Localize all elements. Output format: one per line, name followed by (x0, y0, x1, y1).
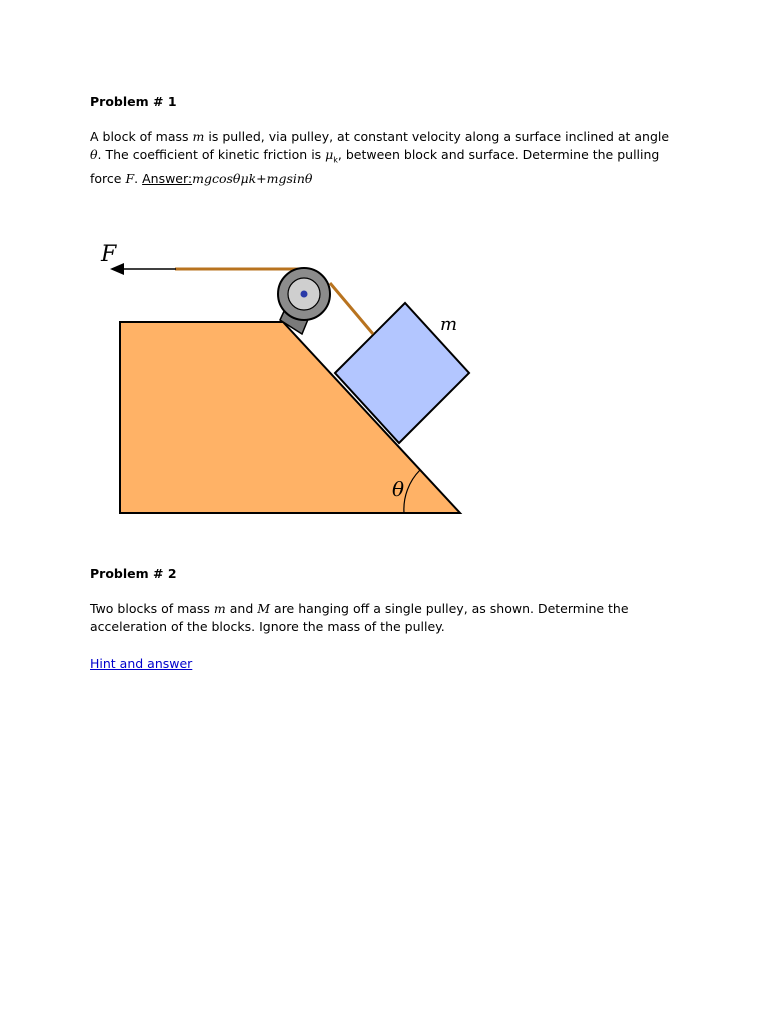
var-M: M (257, 601, 271, 616)
statement-text: is pulled, via pulley, at constant velocity along a surface inclined at angle (204, 129, 670, 144)
pulley-axle (301, 291, 308, 298)
statement-text: and (225, 601, 258, 616)
statement-text: . (134, 170, 143, 186)
rope-to-block (330, 283, 373, 334)
answer-expression: mgcosθμk+mgsinθ (192, 170, 313, 186)
problem-2-title: Problem # 2 (90, 566, 177, 581)
var-F: F (125, 170, 135, 186)
mass-label: m (440, 314, 458, 335)
answer-label: Answer: (142, 170, 193, 186)
var-m: m (213, 601, 226, 616)
var-mu-subscript: k (333, 155, 338, 165)
statement-text: are hanging off a single pulley, as shown. Determine the acceleration of the blocks. Ignore the mass of the pulley. (90, 601, 629, 634)
statement-text: Two blocks of mass (90, 601, 214, 616)
var-m: m (192, 129, 205, 144)
statement-text: . The coefficient of kinetic friction is (97, 147, 326, 162)
var-theta: θ (90, 147, 98, 162)
angle-label: θ (392, 477, 405, 501)
force-label: F (101, 242, 117, 267)
hint-and-answer-link[interactable]: Hint and answer (90, 656, 193, 671)
statement-text: , between block and surface. Determine the pulling force (90, 147, 660, 186)
statement-text: A block of mass (90, 129, 193, 144)
var-mu: μ (325, 147, 334, 162)
problem-1-title: Problem # 1 (90, 94, 177, 109)
